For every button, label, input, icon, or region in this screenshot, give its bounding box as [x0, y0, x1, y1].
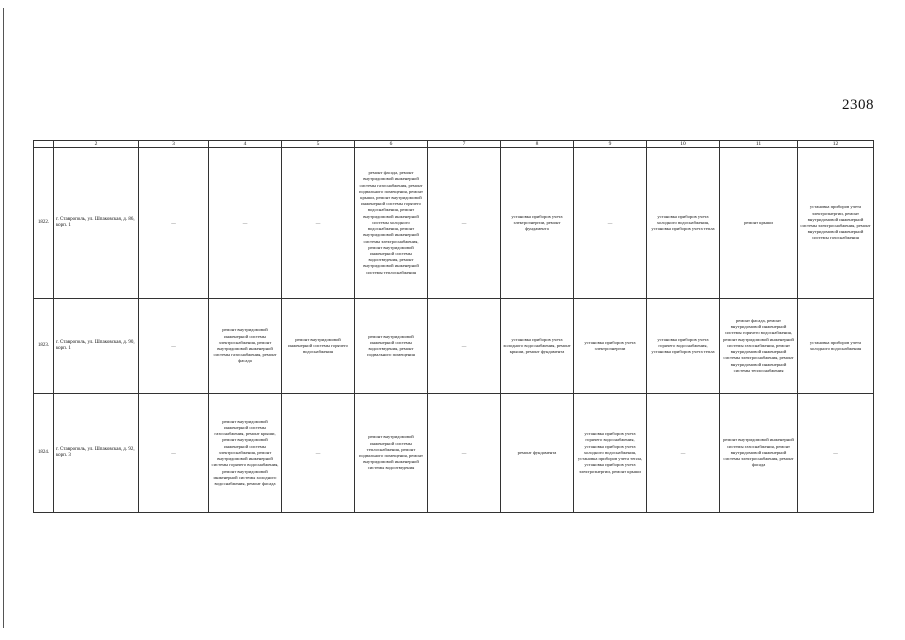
table-row [34, 394, 874, 513]
column-header: 12 [798, 141, 874, 148]
column-header: 4 [209, 141, 282, 148]
row-address: г. Ставрополь, ул. Шпаковская, д. 90, корп. 1 [54, 299, 139, 394]
cell-col-8: ремонт фундамента [501, 394, 574, 513]
page-number: 2308 [842, 97, 874, 113]
cell-col-12: — [798, 394, 874, 513]
cell-col-11: ремонт внутридомовой инженерной системы газоснабжения, ремонт внутридомовой инженерной системы электроснабжения, ремонт фасада [720, 394, 798, 513]
cell-col-11: ремонт крыши [720, 148, 798, 299]
cell-col-4: — [209, 148, 282, 299]
cell-col-12: установка приборов учета холодного водоснабжения [798, 299, 874, 394]
column-header [34, 141, 54, 148]
cell-col-10: — [647, 394, 720, 513]
repair-schedule-table [33, 140, 874, 513]
cell-col-3: — [139, 394, 209, 513]
cell-col-6: ремонт внутридомовой инженерной системы теплоснабжения, ремонт подвального помещения, ремонт внутридомовой инженерной системы водоотведения [355, 394, 428, 513]
cell-col-4: ремонт внутридомовой инженерной системы электроснабжения, ремонт внутридомовой инженерной системы газоснабжения, ремонт фасада [209, 299, 282, 394]
column-header: 6 [355, 141, 428, 148]
cell-col-5: — [282, 148, 355, 299]
column-header: 5 [282, 141, 355, 148]
page-left-rule [3, 8, 4, 628]
cell-col-7: — [428, 148, 501, 299]
column-number-row [34, 141, 874, 148]
cell-col-9: установка приборов учета электроэнергии [574, 299, 647, 394]
cell-col-6-text: ремонт фасада, ремонт внутридомовой инженерной системы газоснабжения, ремонт подвального помещения, ремонт крыши, ремонт внутридомовой инженерной системы горячего водоснабжения, ремонт внутридомовой инженерной системы холодного водоснабжения, ремонт внутридомовой инженерной системы электроснабжения, ремонт внутридомовой инженерной системы водоотведения, ремонт внутридомовой инженерной системы теплоснабжения [358, 170, 424, 275]
column-header: 10 [647, 141, 720, 148]
cell-col-6 [355, 148, 428, 299]
cell-col-12: установка приборов учета электроэнергии, ремонт внутридомовой инженерной системы электроснабжения, ремонт внутридомовой инженерной системы газоснабжения [798, 148, 874, 299]
column-header: 8 [501, 141, 574, 148]
cell-col-5: — [282, 394, 355, 513]
cell-col-10: установка приборов учета горячего водоснабжения, установка приборов учета тепла [647, 299, 720, 394]
row-address: г. Ставрополь, ул. Шпаковская, д. 92, корп. 3 [54, 394, 139, 513]
column-header: 9 [574, 141, 647, 148]
cell-col-8: установка приборов учета электроэнергии, ремонт фундамента [501, 148, 574, 299]
cell-col-3: — [139, 148, 209, 299]
cell-col-9: установка приборов учета горячего водоснабжения, установка приборов учета холодного водоснабжения, установка приборов учета тепла, установка приборов учета электроэнергии, ремонт крыши [574, 394, 647, 513]
column-header: 3 [139, 141, 209, 148]
row-number: 1824. [34, 394, 54, 513]
table-row [34, 148, 874, 299]
cell-col-6: ремонт внутридомовой инженерной системы водоотведения, ремонт подвального помещения [355, 299, 428, 394]
cell-col-5: ремонт внутридомовой инженерной системы горячего водоснабжения [282, 299, 355, 394]
column-header: 7 [428, 141, 501, 148]
cell-col-7: — [428, 394, 501, 513]
cell-col-7: — [428, 299, 501, 394]
cell-col-4: ремонт внутридомовой инженерной системы газоснабжения, ремонт крыши, ремонт внутридомовой инженерной системы электроснабжения, ремонт внутридомовой инженерной системы горячего водоснабжения, ремонт внутридомовой инженерной системы холодного водоснабжения, ремонт фасада [209, 394, 282, 513]
cell-col-10: установка приборов учета холодного водоснабжения, установка приборов учета тепла [647, 148, 720, 299]
row-address: г. Ставрополь, ул. Шпаковская, д. 86, корп. 1 [54, 148, 139, 299]
row-number: 1823. [34, 299, 54, 394]
row-number: 1822. [34, 148, 54, 299]
column-header: 11 [720, 141, 798, 148]
cell-col-11: ремонт фасада, ремонт внутридомовой инженерной системы горячего водоснабжения, ремонт внутридомовой инженерной системы газоснабжения, ремонт внутридомовой инженерной системы электроснабжения, ремонт внутридомовой инженерной системы теплоснабжения [720, 299, 798, 394]
column-header: 2 [54, 141, 139, 148]
cell-col-8: установка приборов учета холодного водоснабжения, ремонт крыши, ремонт фундамента [501, 299, 574, 394]
table-row [34, 299, 874, 394]
cell-col-3: — [139, 299, 209, 394]
cell-col-9: — [574, 148, 647, 299]
